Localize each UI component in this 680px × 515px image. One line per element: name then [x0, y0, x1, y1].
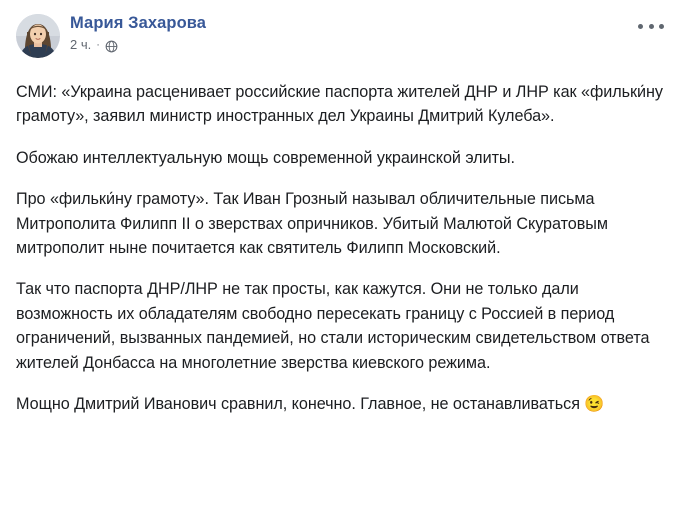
post-paragraph: Мощно Дмитрий Иванович сравнил, конечно. Главное, не останавливаться 😉: [16, 395, 605, 414]
globe-icon[interactable]: [105, 40, 118, 53]
post-timestamp[interactable]: 2 ч.: [70, 37, 92, 52]
avatar[interactable]: [16, 14, 60, 58]
more-dot-2: [649, 24, 654, 29]
post-paragraph: СМИ: «Украина расценивает российские паспорта жителей ДНР и ЛНР как «фильки́ну грамоту», заявил министр иностранных дел Украины Дмитрий Кулеба».: [16, 83, 663, 126]
post-body: [16, 80, 664, 416]
post-meta: [70, 37, 206, 53]
post-paragraph: Обожаю интеллектуальную мощь современной украинской элиты.: [16, 148, 515, 167]
post-header: [16, 12, 664, 68]
post-paragraph: Так что паспорта ДНР/ЛНР не так просты, как кажутся. Они не только дали возможность их обладателям свободно пересекать границу с Россией в период ограничений, вызванных пандемией, но стали историческим свидетельством ответа жителей Донбасса на многолетние зверства киевского режима.: [16, 280, 650, 372]
more-dot-3: [659, 24, 664, 29]
post-paragraph: Про «фильки́ну грамоту». Так Иван Грозный называл обличительные письма Митрополита Филипп II о зверствах опричников. Убитый Малютой Скуратовым митрополит ныне почитается как святитель Филипп Московский.: [16, 190, 608, 258]
post-header-text: [70, 12, 206, 53]
author-name[interactable]: Мария Захарова: [70, 14, 207, 32]
more-options-icon[interactable]: [638, 16, 664, 36]
meta-separator: ·: [96, 39, 100, 51]
more-dot-1: [638, 24, 643, 29]
